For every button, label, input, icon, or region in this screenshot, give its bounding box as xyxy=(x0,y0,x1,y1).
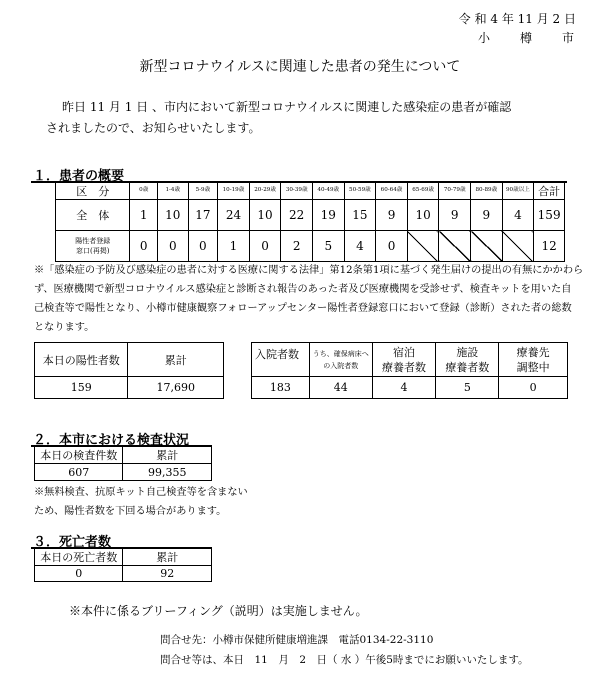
cell-value: 10 xyxy=(249,200,281,231)
section2-note xyxy=(34,483,248,521)
cell-value: 0 xyxy=(157,231,188,262)
note-line: 己検査等で陽性となり、小樽市健康観察フォローアップセンター陽性者登録窓口において登録（診断）された者の総数 xyxy=(34,303,572,314)
cell-value: 4 xyxy=(502,200,534,231)
page-title: 新型コロナウイルスに関連した患者の発生について xyxy=(139,59,461,75)
document-date: 令 和 4 年 11 月 2 日 xyxy=(458,12,576,26)
adjusting-header xyxy=(499,343,568,377)
positives-table xyxy=(34,342,224,399)
tests-total-value: 99,355 xyxy=(123,464,212,481)
registration-row xyxy=(56,231,565,262)
inquiry-hours: 問合せ等は、本日 11 月 2 日（ 水 ）午後5時までにお願いいたします。 xyxy=(160,654,529,666)
hotel-header xyxy=(372,343,436,377)
age-group-header: 50-59歳 xyxy=(344,183,376,200)
age-header-row xyxy=(56,183,565,200)
positives-today-value: 159 xyxy=(35,377,128,399)
adjusting-header-line1: 療養先 xyxy=(516,345,550,359)
section3-heading: ３．死亡者数 xyxy=(33,535,112,550)
cell-value: 10 xyxy=(407,200,439,231)
note-line: ず、医療機関で新型コロナウイルス感染症と診断され報告のあった者及び医療機関を受診せず、検査キットを用いた自 xyxy=(34,284,572,295)
age-group-header: 10-19歳 xyxy=(218,183,250,200)
cell-value: 15 xyxy=(344,200,376,231)
note-line: ※「感染症の予防及び感染症の患者に対する医療に関する法律」第12条第1項に基づく発生届けの提出の有無にかかわら xyxy=(34,265,584,276)
age-group-header: 5-9歳 xyxy=(188,183,218,200)
cell-value: 5 xyxy=(312,231,344,262)
age-group-header: 0歳 xyxy=(130,183,158,200)
cell-value: 10 xyxy=(157,200,188,231)
age-group-header: 40-49歳 xyxy=(312,183,344,200)
age-group-header: 80-89歳 xyxy=(471,183,503,200)
briefing-notice: ※本件に係るブリーフィング（説明）は実施しません。 xyxy=(69,604,368,618)
cell-value: 9 xyxy=(439,200,471,231)
cell-value: 19 xyxy=(312,200,344,231)
age-group-header: 70-79歳 xyxy=(439,183,471,200)
cell-value: 17 xyxy=(188,200,218,231)
note-line: となります。 xyxy=(34,322,95,333)
patient-summary-table xyxy=(55,182,565,262)
age-group-header: 65-69歳 xyxy=(407,183,439,200)
total-header: 合計 xyxy=(534,183,565,200)
secured-beds-header-line1: うち、確保病床へ xyxy=(312,349,369,358)
cell-value: 1 xyxy=(218,231,250,262)
total-value: 12 xyxy=(534,231,565,262)
category-label: 区 分 xyxy=(56,183,130,200)
deaths-total-value: 92 xyxy=(123,566,212,582)
age-group-header: 90歳以上 xyxy=(502,183,534,200)
admitted-header: 入院者数 xyxy=(252,343,310,377)
not-applicable-cell xyxy=(439,231,471,262)
cell-value: 0 xyxy=(188,231,218,262)
row-label-all: 全 体 xyxy=(56,200,130,231)
not-applicable-cell xyxy=(502,231,534,262)
total-value: 159 xyxy=(534,200,565,231)
cell-value: 0 xyxy=(249,231,281,262)
cell-value: 2 xyxy=(281,231,313,262)
age-group-header: 1-4歳 xyxy=(157,183,188,200)
positives-total-header: 累計 xyxy=(128,343,224,377)
admitted-value: 183 xyxy=(252,377,310,399)
section1-heading: １．患者の概要 xyxy=(33,169,125,184)
cell-value: 0 xyxy=(130,231,158,262)
tests-total-header: 累計 xyxy=(123,447,212,464)
positives-today-header: 本日の陽性者数 xyxy=(35,343,128,377)
deaths-today-value: 0 xyxy=(35,566,123,582)
not-applicable-cell xyxy=(407,231,439,262)
section2-heading: ２．本市における検査状況 xyxy=(33,433,190,448)
cell-value: 4 xyxy=(344,231,376,262)
tests-today-header: 本日の検査件数 xyxy=(35,447,123,464)
row-label-registration-line2: 窓口(再掲) xyxy=(75,247,110,255)
secured-beds-header xyxy=(309,343,372,377)
cell-value: 1 xyxy=(130,200,158,231)
not-applicable-cell xyxy=(471,231,503,262)
facility-header xyxy=(436,343,499,377)
note-line: ※無料検査、抗原キット自己検査等を含まない xyxy=(34,487,248,498)
section1-note xyxy=(34,261,594,337)
adjusting-value: 0 xyxy=(499,377,568,399)
row-label-registration xyxy=(56,231,130,262)
tests-today-value: 607 xyxy=(35,464,123,481)
cell-value: 9 xyxy=(376,200,408,231)
note-line: ため、陽性者数を下回る場合があります。 xyxy=(34,506,227,517)
age-group-header: 20-29歳 xyxy=(249,183,281,200)
secured-beds-value: 44 xyxy=(309,377,372,399)
cell-value: 0 xyxy=(376,231,408,262)
treatment-status-table xyxy=(251,342,568,399)
cell-value: 22 xyxy=(281,200,313,231)
age-group-header: 60-64歳 xyxy=(376,183,408,200)
row-label-registration-line1: 陽性者登録 xyxy=(75,237,111,245)
intro-line-1: 昨日 11 月 1 日 、市内において新型コロナウイルスに関連した感染症の患者が確認 xyxy=(62,100,512,114)
facility-value: 5 xyxy=(436,377,499,399)
hotel-header-line1: 宿泊 xyxy=(393,345,416,359)
contact-info: 問合せ先：小樽市保健所健康増進課 電話0134-22-3110 xyxy=(160,634,434,646)
deaths-today-header: 本日の死亡者数 xyxy=(35,549,123,566)
testing-table xyxy=(34,446,212,481)
intro-line-2: されましたので、お知らせいたします。 xyxy=(46,121,261,135)
age-group-header: 30-39歳 xyxy=(281,183,313,200)
deaths-total-header: 累計 xyxy=(123,549,212,566)
deaths-table xyxy=(34,548,212,582)
hotel-header-line2: 療養者数 xyxy=(382,360,427,374)
all-patients-row xyxy=(56,200,565,231)
issuer: 小 樽 市 xyxy=(477,31,576,45)
facility-header-line2: 療養者数 xyxy=(445,360,490,374)
facility-header-line1: 施設 xyxy=(456,345,479,359)
secured-beds-header-line2: の入院者数 xyxy=(323,361,359,370)
adjusting-header-line2: 調整中 xyxy=(516,360,550,374)
cell-value: 24 xyxy=(218,200,250,231)
cell-value: 9 xyxy=(471,200,503,231)
positives-total-value: 17,690 xyxy=(128,377,224,399)
hotel-value: 4 xyxy=(372,377,436,399)
